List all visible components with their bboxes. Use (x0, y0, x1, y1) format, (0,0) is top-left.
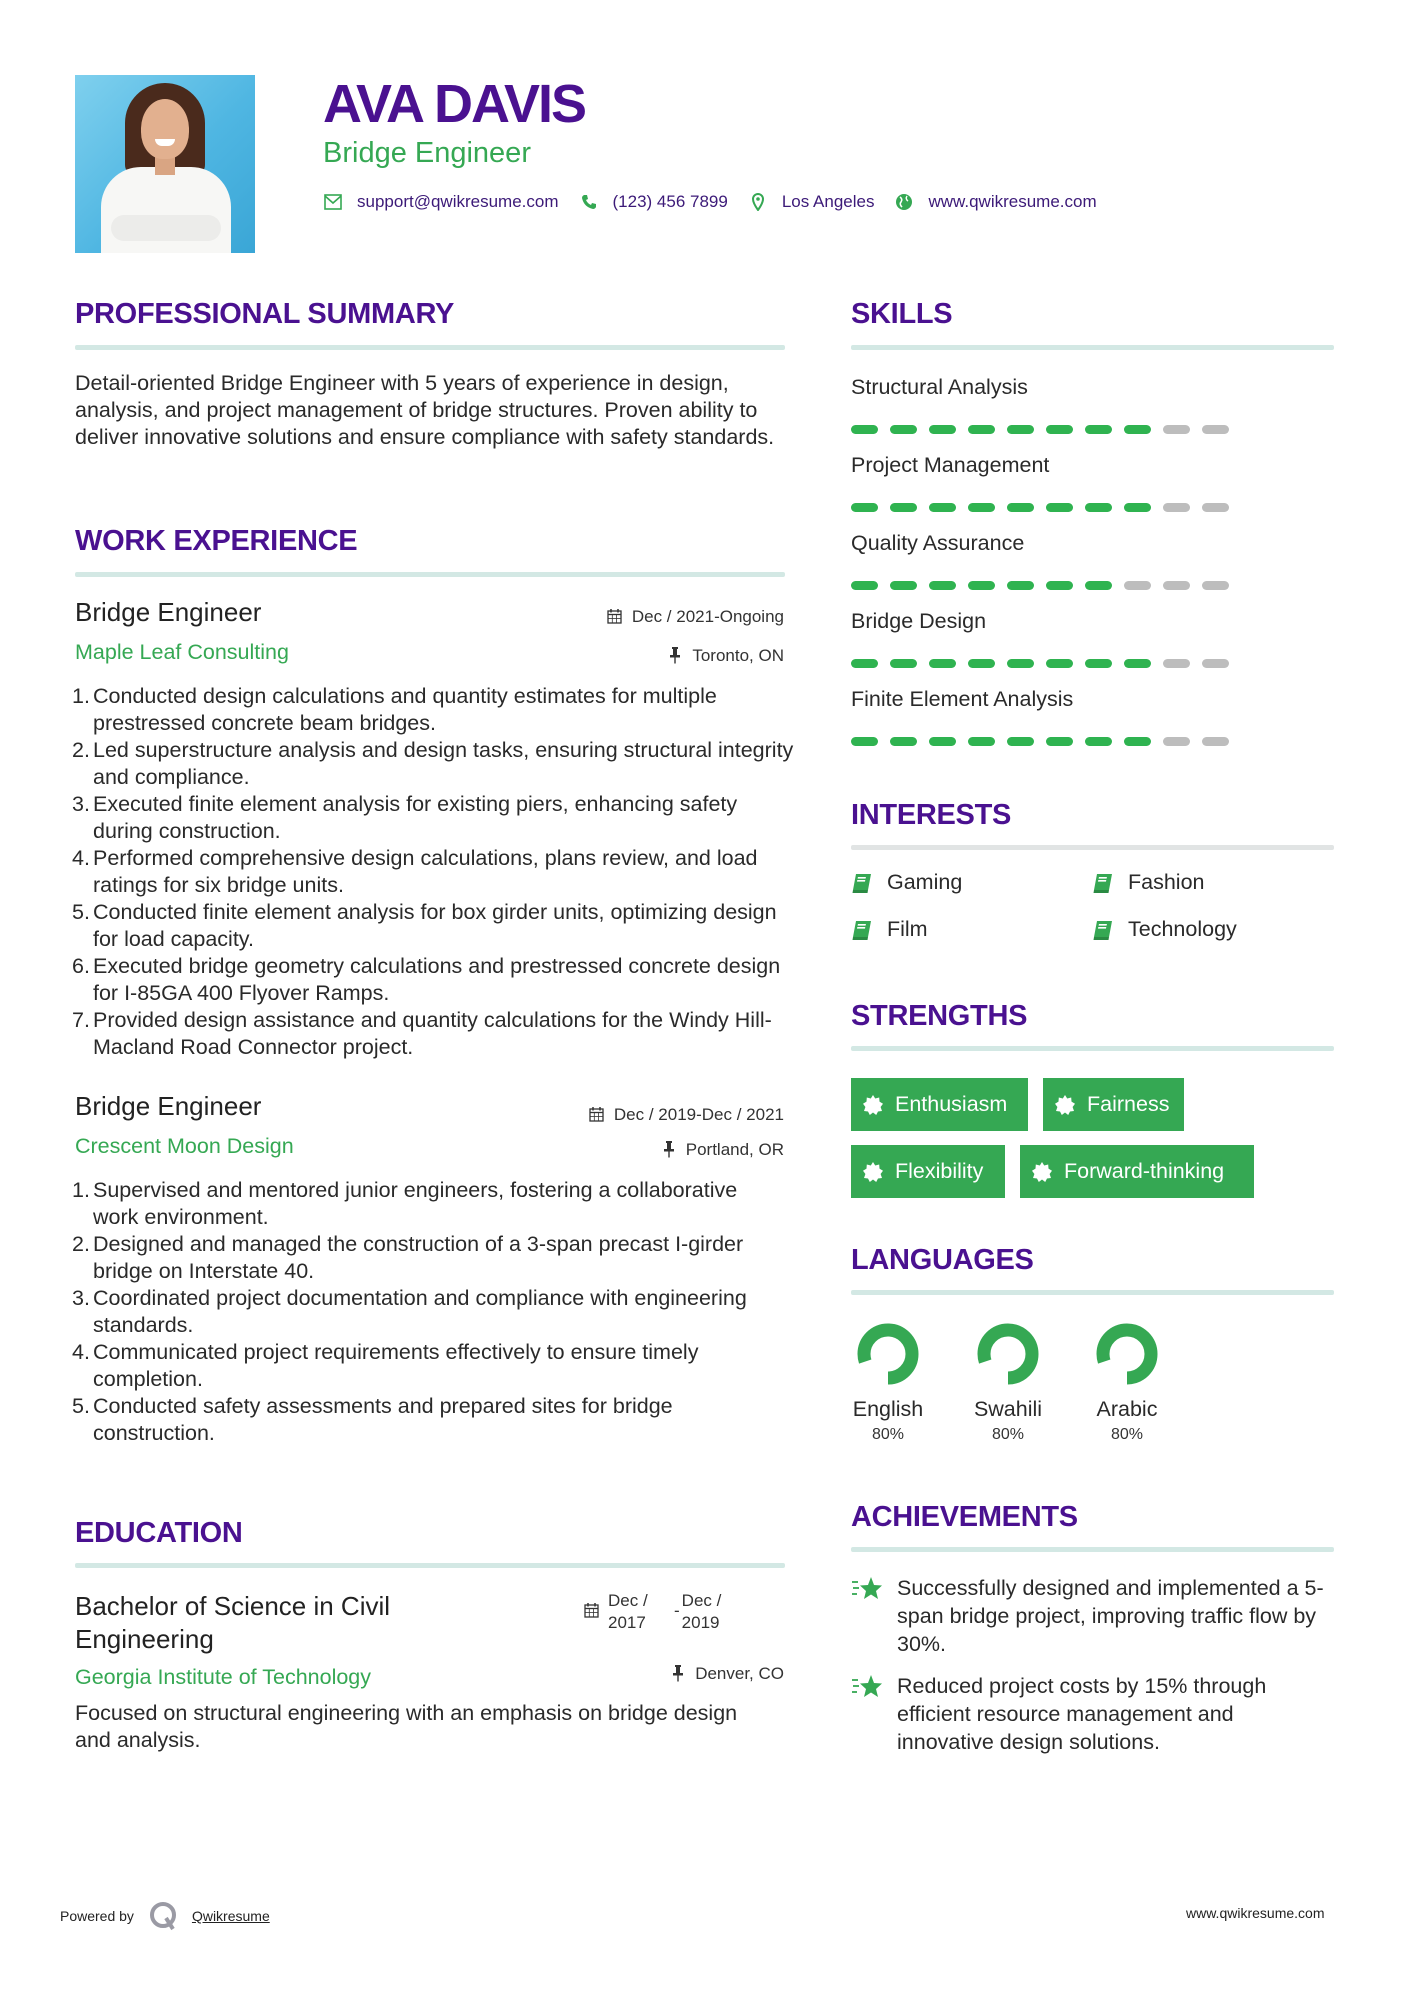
skill-name: Project Management (851, 453, 1050, 477)
bullet-item: 2. Led superstructure analysis and design tasks, ensuring structural integrity and compliance. (72, 738, 794, 789)
education-heading: EDUCATION (75, 1517, 243, 1549)
strength-tag: Flexibility (851, 1145, 1005, 1198)
job-bullets (74, 1177, 774, 1447)
summary-divider (75, 345, 785, 350)
achievements-heading: ACHIEVEMENTS (851, 1501, 1078, 1533)
skill-level-bar (851, 425, 1229, 434)
interest-item: Fashion (1092, 870, 1205, 895)
job-location (666, 645, 784, 667)
qwikresume-logo-icon (148, 1900, 180, 1932)
degree-title: Bachelor of Science in Civil Engineering (75, 1591, 391, 1654)
bullet-item: 7. Provided design assistance and quantity calculations for the Windy Hill-Macland Road Connector project. (72, 1008, 772, 1059)
education-start: Dec / 2017 (608, 1591, 648, 1632)
bullet-item: 5. Conducted safety assessments and prepared sites for bridge construction. (72, 1394, 673, 1445)
language-item: Arabic 80% (1072, 1322, 1182, 1444)
star-icon (851, 1672, 885, 1702)
envelope-icon (323, 192, 343, 212)
contact-location: Los Angeles (781, 192, 875, 211)
map-pin-icon (748, 192, 768, 212)
achievement-item: Successfully designed and implemented a 5-span bridge project, improving traffic flow by 30%. (851, 1574, 1331, 1658)
job-location (660, 1139, 784, 1161)
candidate-name: AVA DAVIS (323, 74, 586, 134)
badge-icon (863, 1162, 883, 1182)
badge-icon (863, 1095, 883, 1115)
achievement-item: Reduced project costs by 15% through efficient resource management and innovative design solutions. (851, 1672, 1321, 1756)
skill-level-bar (851, 737, 1229, 746)
languages-divider (851, 1290, 1334, 1295)
job-dates (606, 606, 784, 628)
strength-tag: Fairness (1043, 1078, 1184, 1131)
bullet-item: 3. Executed finite element analysis for existing piers, enhancing safety during construction. (72, 792, 738, 843)
summary-heading: PROFESSIONAL SUMMARY (75, 298, 455, 330)
company-name: Crescent Moon Design (75, 1134, 294, 1158)
bullet-item: 4. Performed comprehensive design calculations, plans review, and load ratings for six bridge units. (72, 846, 758, 897)
education-location (669, 1663, 784, 1685)
skills-heading: SKILLS (851, 298, 953, 330)
bullet-item: 2. Designed and managed the construction of a 3-span precast I-girder bridge on Interstate 40. (72, 1232, 744, 1283)
interests-divider (851, 845, 1334, 850)
achievements-divider (851, 1547, 1334, 1552)
interests-heading: INTERESTS (851, 799, 1012, 831)
language-item: Swahili 80% (953, 1322, 1063, 1444)
calendar-icon (606, 606, 624, 626)
bullet-item: 1. Supervised and mentored junior engineers, fostering a collaborative work environment. (72, 1178, 738, 1229)
education-end: Dec / 2019 (681, 1591, 722, 1632)
calendar-icon (582, 1600, 600, 1620)
summary-text: Detail-oriented Bridge Engineer with 5 years of experience in design, analysis, and project management of bridge structures. Proven ability to deliver innovative solutions and ensure compliance with safety standards. (75, 371, 775, 449)
candidate-title: Bridge Engineer (323, 137, 531, 169)
language-progress-ring (856, 1322, 920, 1386)
powered-by-label: Powered by (60, 1908, 134, 1924)
language-item: English 80% (833, 1322, 943, 1444)
pushpin-icon (669, 1663, 687, 1683)
company-name: Maple Leaf Consulting (75, 640, 289, 664)
star-icon (851, 1574, 885, 1604)
strengths-divider (851, 1046, 1334, 1051)
education-location-text: Denver, CO (695, 1664, 784, 1683)
pushpin-icon (666, 645, 684, 665)
badge-icon (1055, 1095, 1075, 1115)
bullet-item: 5. Conducted finite element analysis for box girder units, optimizing design for load capacity. (72, 900, 777, 951)
footer-website[interactable]: www.qwikresume.com (1186, 1905, 1325, 1921)
qwikresume-link[interactable]: Qwikresume (191, 1908, 270, 1924)
contact-phone[interactable]: (123) 456 7899 (612, 192, 728, 211)
education-divider (75, 1563, 785, 1568)
job-dates-text: Dec / 2019-Dec / 2021 (613, 1105, 784, 1124)
skill-level-bar (851, 659, 1229, 668)
contact-bar (323, 192, 1117, 212)
interest-item: Technology (1092, 917, 1237, 942)
job-title: Bridge Engineer (75, 597, 262, 627)
badge-icon (1032, 1162, 1052, 1182)
school-name: Georgia Institute of Technology (75, 1665, 372, 1689)
job-dates (588, 1104, 784, 1126)
skill-name: Bridge Design (851, 609, 987, 633)
bullet-item: 3. Coordinated project documentation and compliance with engineering standards. (72, 1286, 747, 1337)
job-location-text: Portland, OR (685, 1140, 784, 1159)
bullet-item: 4. Communicated project requirements effectively to ensure timely completion. (72, 1340, 699, 1391)
globe-icon (894, 192, 914, 212)
book-icon (851, 872, 873, 894)
interest-item: Film (851, 917, 928, 942)
skill-name: Quality Assurance (851, 531, 1025, 555)
bullet-item: 1. Conducted design calculations and quantity estimates for multiple prestressed concrete beam bridges. (72, 684, 717, 735)
education-description: Focused on structural engineering with an emphasis on bridge design and analysis. (75, 1701, 738, 1752)
book-icon (1092, 919, 1114, 941)
job-bullets (74, 683, 794, 1061)
strength-tag: Forward-thinking (1020, 1145, 1254, 1198)
contact-website[interactable]: www.qwikresume.com (928, 192, 1097, 211)
bullet-item: 6. Executed bridge geometry calculations and prestressed concrete design for I-85GA 400 Flyover Ramps. (72, 954, 781, 1005)
languages-heading: LANGUAGES (851, 1244, 1034, 1276)
skill-name: Structural Analysis (851, 375, 1028, 399)
skill-level-bar (851, 503, 1229, 512)
language-progress-ring (976, 1322, 1040, 1386)
experience-heading: WORK EXPERIENCE (75, 525, 358, 557)
contact-email[interactable]: support@qwikresume.com (357, 192, 559, 211)
job-location-text: Toronto, ON (692, 646, 784, 665)
skill-name: Finite Element Analysis (851, 687, 1074, 711)
interest-item: Gaming (851, 870, 962, 895)
calendar-icon (588, 1104, 606, 1124)
language-progress-ring (1095, 1322, 1159, 1386)
book-icon (1092, 872, 1114, 894)
education-dates: Dec / 2017 - Dec / 2019 (582, 1590, 734, 1634)
strengths-heading: STRENGTHS (851, 1000, 1028, 1032)
footer-powered-by (60, 1900, 270, 1932)
skill-level-bar (851, 581, 1229, 590)
job-title: Bridge Engineer (75, 1091, 262, 1121)
skills-divider (851, 345, 1334, 350)
profile-photo (75, 75, 255, 253)
job-dates-text: Dec / 2021-Ongoing (631, 607, 784, 626)
experience-divider (75, 572, 785, 577)
book-icon (851, 919, 873, 941)
phone-icon (579, 192, 599, 212)
pushpin-icon (660, 1139, 678, 1159)
strength-tag: Enthusiasm (851, 1078, 1028, 1131)
